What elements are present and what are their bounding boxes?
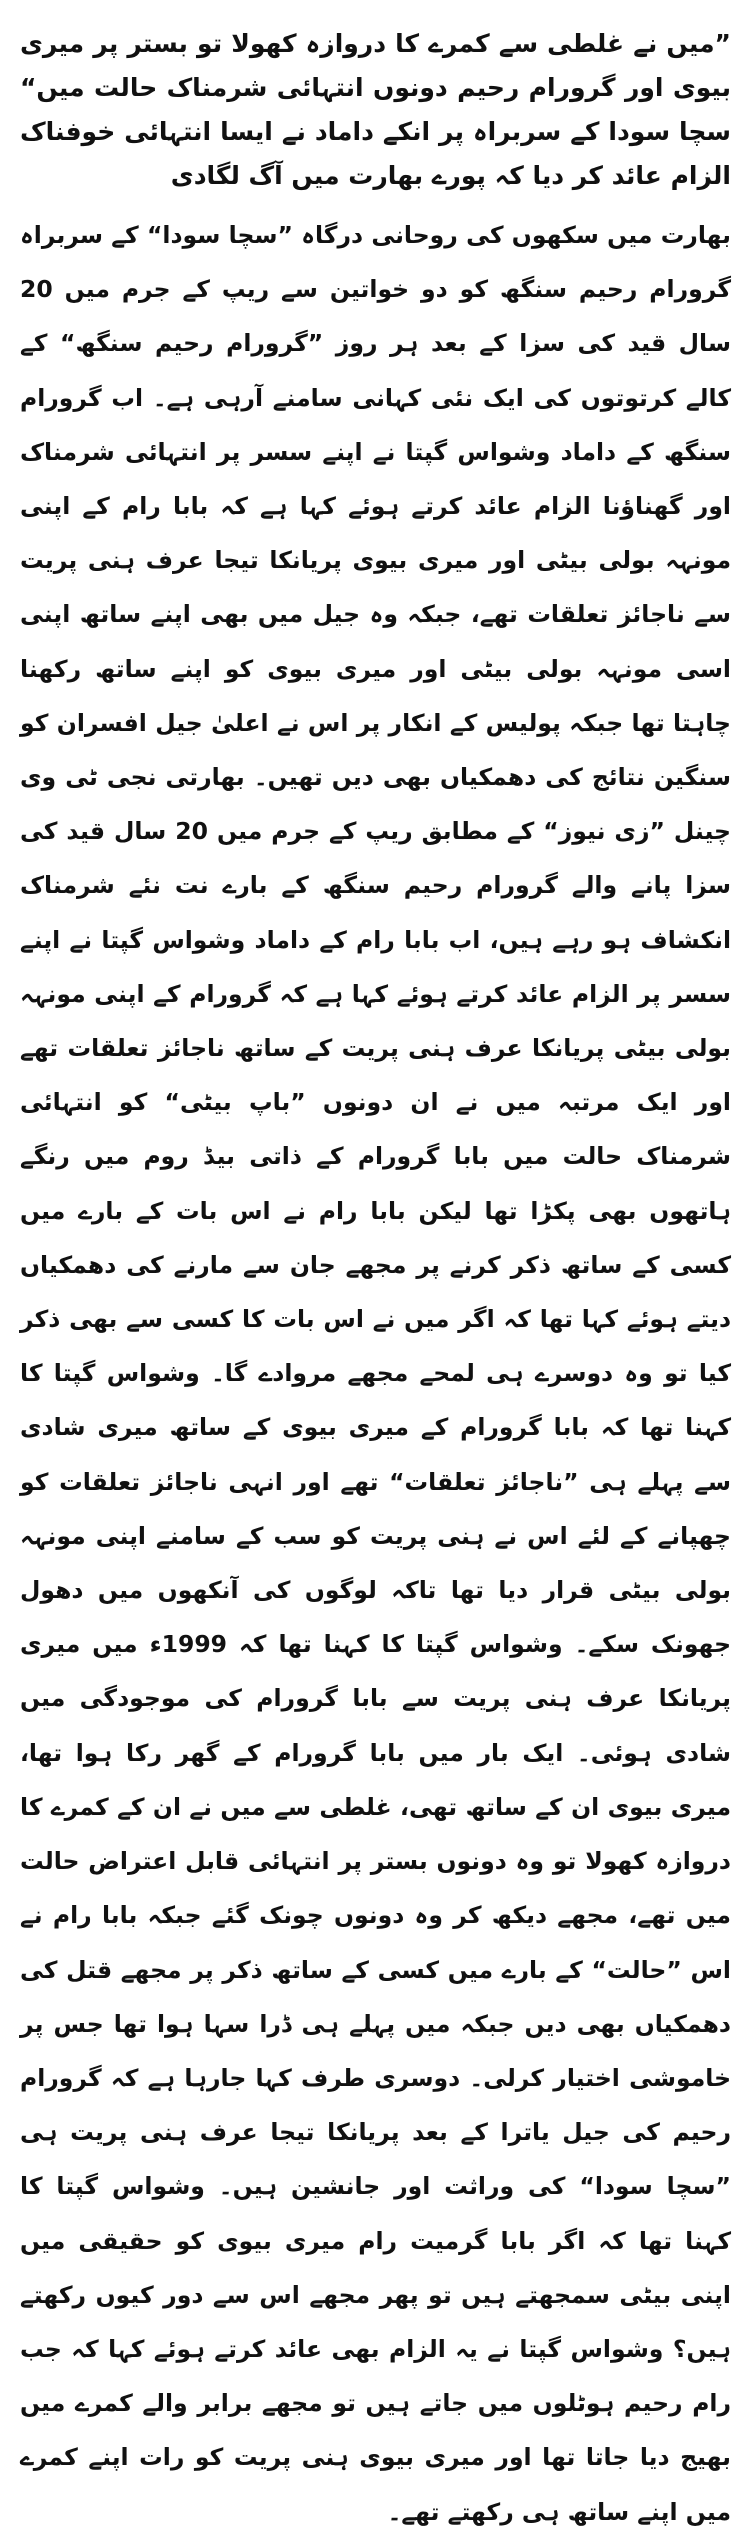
article-headline: ”میں نے غلطی سے کمرے کا دروازہ کھولا تو بستر پر میری بیوی اور گرورام رحیم دونوں انتہائی شرمناک حالت میں“ سچا سودا کے سربراہ پر انکے داماد نے ایسا انتہائی خوفناک الزام عائد کر دیا کہ پورے بھارت میں آگ لگادی — [20, 29, 731, 190]
article-body: بھارت میں سکھوں کی روحانی درگاہ ”سچا سودا“ کے سربراہ گرورام رحیم سنگھ کو دو خواتین سے ریپ کے جرم میں 20 سال قید کی سزا کے بعد ہر روز ”گرورام رحیم سنگھ“ کے کالے کرتوتوں کی ایک نئی کہانی سامنے آرہی ہے۔ اب گرورام سنگھ کے داماد وشواس گپتا نے اپنے سسر پر انتہائی شرمناک اور گھناؤنا الزام عائد کرتے ہوئے کہا ہے کہ بابا رام کے اپنی مونہہ بولی بیٹی اور میری بیوی پریانکا تیجا عرف ہنی پریت سے ناجائز تعلقات تھے، جبکہ وہ جیل میں بھی اپنے ساتھ اپنی اسی مونہہ بولی بیٹی اور میری بیوی کو اپنے ساتھ رکھنا چاہتا تھا جبکہ پولیس کے انکار پر اس نے اعلیٰ جیل افسران کو سنگین نتائج کی دھمکیاں بھی دیں تھیں۔ بھارتی نجی ٹی وی چینل ”زی نیوز“ کے مطابق ریپ کے جرم میں 20 سال قید کی سزا پانے والے گرورام رحیم سنگھ کے بارے نت نئے شرمناک انکشاف ہو رہے ہیں، اب بابا رام کے داماد وشواس گپتا نے اپنے سسر پر الزام عائد کرتے ہوئے کہا ہے کہ گرورام کے اپنی مونہہ بولی بیٹی پریانکا عرف ہنی پریت کے ساتھ ناجائز تعلقات تھے اور ایک مرتبہ میں نے ان دونوں ”باپ بیٹی“ کو انتہائی شرمناک حالت میں بابا گرورام کے ذاتی بیڈ روم میں رنگے ہاتھوں بھی پکڑا تھا لیکن بابا رام نے اس بات کے بارے میں کسی کے ساتھ ذکر کرنے پر مجھے جان سے مارنے کی دھمکیاں دیتے ہوئے کہا تھا کہ اگر میں نے اس بات کا کسی سے بھی ذکر کیا تو وہ دوسرے ہی لمحے مجھے مروادے گا۔ وشواس گپتا کا کہنا تھا کہ بابا گرورام کے میری بیوی کے ساتھ میری شادی سے پہلے ہی ”ناجائز تعلقات“ تھے اور انہی ناجائز تعلقات کو چھپانے کے لئے اس نے ہنی پریت کو سب کے سامنے اپنی مونہہ بولی بیٹی قرار دیا تھا تاکہ لوگوں کی آنکھوں میں دھول جھونک سکے۔ وشواس گپتا کا کہنا تھا کہ 1999ء میں میری پریانکا عرف ہنی پریت سے بابا گرورام کی موجودگی میں شادی ہوئی۔ ایک بار میں بابا گرورام کے گھر رکا ہوا تھا، میری بیوی ان کے ساتھ تھی، غلطی سے میں نے ان کے کمرے کا دروازہ کھولا تو وہ دونوں بستر پر انتہائی قابل اعتراض حالت میں تھے، مجھے دیکھ کر وہ دونوں چونک گئے جبکہ بابا رام نے اس ”حالت“ کے بارے میں کسی کے ساتھ ذکر پر مجھے قتل کی دھمکیاں بھی دیں جبکہ میں پہلے ہی ڈرا سہا ہوا تھا جس پر خاموشی اختیار کرلی۔ دوسری طرف کہا جارہا ہے کہ گرورام رحیم کی جیل یاترا کے بعد پریانکا تیجا عرف ہنی پریت ہی ”سچا سودا“ کی وراثت اور جانشین ہیں۔ وشواس گپتا کا کہنا تھا کہ اگر بابا گرمیت رام میری بیوی کو حقیقی میں اپنی بیٹی سمجھتے ہیں تو پھر مجھے اس سے دور کیوں رکھتے ہیں؟ وشواس گپتا نے یہ الزام بھی عائد کرتے ہوئے کہا کہ جب رام رحیم ہوٹلوں میں جاتے ہیں تو مجھے برابر والے کمرے میں بھیج دیا جاتا تھا اور میری بیوی ہنی پریت کو رات اپنے کمرے میں اپنے ساتھ ہی رکھتے تھے۔ — [20, 221, 732, 2526]
article-page — [20, 22, 732, 2526]
